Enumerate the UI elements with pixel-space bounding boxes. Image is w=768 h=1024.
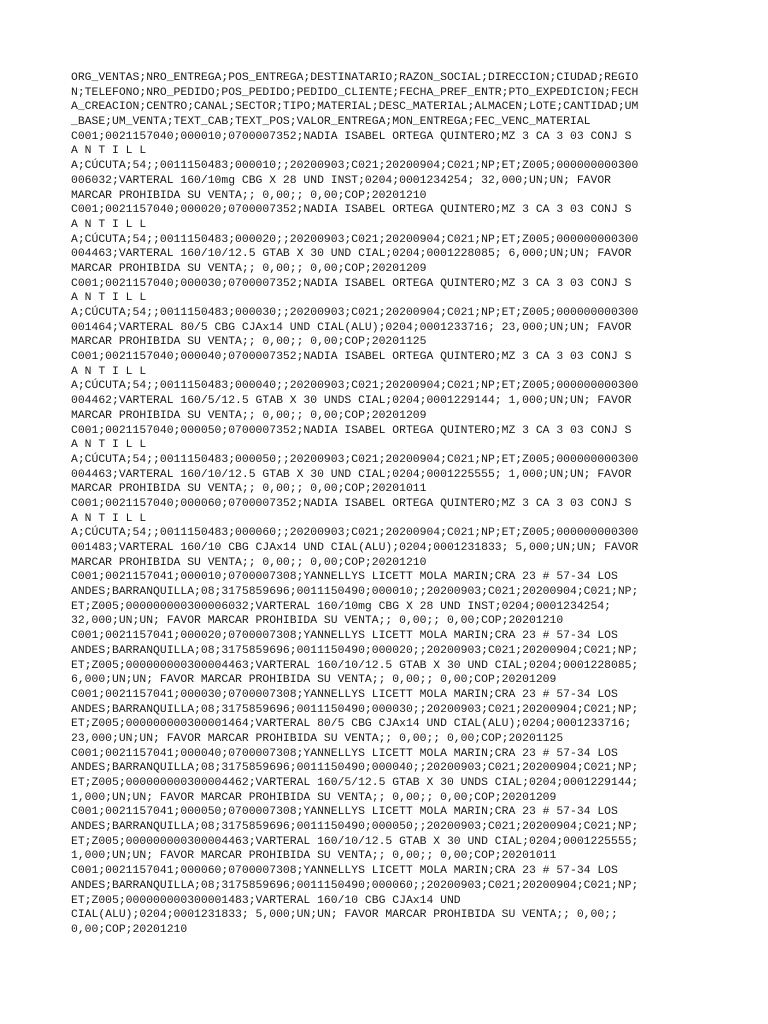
text-line: C001;0021157041;000050;0700007308;YANNELLYS LICETT MOLA MARIN;CRA 23 # 57-34 LOS bbox=[71, 806, 618, 819]
text-line: A;CÚCUTA;54;;0011150483;000060;;20200903;C021;20200904;C021;NP;ET;Z005;000000000300 bbox=[71, 527, 639, 540]
text-line: 6,000;UN;UN; FAVOR MARCAR PROHIBIDA SU VENTA;; 0,00;; 0,00;COP;20201209 bbox=[71, 674, 557, 687]
text-line: A N T I L L bbox=[71, 292, 147, 305]
text-line: C001;0021157040;000060;0700007352;NADIA ISABEL ORTEGA QUINTERO;MZ 3 CA 3 03 CONJ S bbox=[71, 497, 632, 510]
text-line: C001;0021157041;000030;0700007308;YANNELLYS LICETT MOLA MARIN;CRA 23 # 57-34 LOS bbox=[71, 688, 618, 701]
text-line: ANDES;BARRANQUILLA;08;3175859696;0011150490;000060;;20200903;C021;20200904;C021;NP; bbox=[71, 879, 639, 892]
text-line: 32,000;UN;UN; FAVOR MARCAR PROHIBIDA SU VENTA;; 0,00;; 0,00;COP;20201210 bbox=[71, 615, 564, 628]
text-line: C001;0021157040;000010;0700007352;NADIA ISABEL ORTEGA QUINTERO;MZ 3 CA 3 03 CONJ S bbox=[71, 130, 632, 143]
text-line: ET;Z005;000000000300001483;VARTERAL 160/10 CBG CJAx14 UND bbox=[71, 894, 461, 907]
text-line: A;CÚCUTA;54;;0011150483;000030;;20200903;C021;20200904;C021;NP;ET;Z005;000000000300 bbox=[71, 307, 639, 319]
text-line: 0,00;COP;20201210 bbox=[71, 923, 188, 936]
text-line: A_CREACION;CENTRO;CANAL;SECTOR;TIPO;MATERIAL;DESC_MATERIAL;ALMACEN;LOTE;CANTIDAD;UM bbox=[71, 101, 639, 114]
text-line: ET;Z005;000000000300001464;VARTERAL 80/5 CBG CJAx14 UND CIAL(ALU);0204;0001233716; bbox=[71, 718, 632, 731]
text-line: A N T I L L bbox=[71, 439, 147, 452]
text-line: ET;Z005;000000000300004463;VARTERAL 160/10/12.5 GTAB X 30 UND CIAL;0204;0001225555; bbox=[71, 835, 639, 848]
text-line: A N T I L L bbox=[71, 365, 147, 378]
text-line: ANDES;BARRANQUILLA;08;3175859696;0011150490;000040;;20200903;C021;20200904;C021;NP; bbox=[71, 762, 639, 775]
text-line: A;CÚCUTA;54;;0011150483;000040;;20200903;C021;20200904;C021;NP;ET;Z005;000000000300 bbox=[71, 380, 639, 393]
text-line: N;TELEFONO;NRO_PEDIDO;POS_PEDIDO;PEDIDO_CLIENTE;FECHA_PREF_ENTR;PTO_EXPEDICION;FECH bbox=[71, 86, 639, 99]
text-line: C001;0021157041;000010;0700007308;YANNELLYS LICETT MOLA MARIN;CRA 23 # 57-34 LOS bbox=[71, 571, 618, 584]
document-page bbox=[71, 71, 703, 938]
text-line: ET;Z005;000000000300006032;VARTERAL 160/10mg CBG X 28 UND INST;0204;0001234254; bbox=[71, 600, 612, 613]
text-line: MARCAR PROHIBIDA SU VENTA;; 0,00;; 0,00;COP;20201209 bbox=[71, 262, 427, 275]
text-line: A N T I L L bbox=[71, 218, 147, 231]
text-line: MARCAR PROHIBIDA SU VENTA;; 0,00;; 0,00;COP;20201209 bbox=[71, 409, 427, 422]
text-line: 1,000;UN;UN; FAVOR MARCAR PROHIBIDA SU VENTA;; 0,00;; 0,00;COP;20201209 bbox=[71, 791, 557, 804]
text-line: C001;0021157041;000040;0700007308;YANNELLYS LICETT MOLA MARIN;CRA 23 # 57-34 LOS bbox=[71, 747, 618, 760]
text-line: A;CÚCUTA;54;;0011150483;000010;;20200903;C021;20200904;C021;NP;ET;Z005;000000000300 bbox=[71, 160, 639, 173]
text-line: ET;Z005;000000000300004463;VARTERAL 160/10/12.5 GTAB X 30 UND CIAL;0204;0001228085; bbox=[71, 659, 639, 672]
text-line: 004463;VARTERAL 160/10/12.5 GTAB X 30 UND CIAL;0204;0001228085; 6,000;UN;UN; FAVOR bbox=[71, 248, 632, 261]
text-line: C001;0021157040;000040;0700007352;NADIA ISABEL ORTEGA QUINTERO;MZ 3 CA 3 03 CONJ S bbox=[71, 351, 632, 364]
text-line: A;CÚCUTA;54;;0011150483;000020;;20200903;C021;20200904;C021;NP;ET;Z005;000000000300 bbox=[71, 233, 639, 246]
text-line: MARCAR PROHIBIDA SU VENTA;; 0,00;; 0,00;COP;20201011 bbox=[71, 483, 427, 496]
document-text bbox=[71, 71, 703, 938]
text-line: CIAL(ALU);0204;0001231833; 5,000;UN;UN; FAVOR MARCAR PROHIBIDA SU VENTA;; 0,00;; bbox=[71, 909, 618, 922]
text-line: 006032;VARTERAL 160/10mg CBG X 28 UND INST;0204;0001234254; 32,000;UN;UN; FAVOR bbox=[71, 174, 612, 187]
text-line: ET;Z005;000000000300004462;VARTERAL 160/5/12.5 GTAB X 30 UNDS CIAL;0204;0001229144; bbox=[71, 777, 639, 789]
text-line: ANDES;BARRANQUILLA;08;3175859696;0011150490;000020;;20200903;C021;20200904;C021;NP; bbox=[71, 644, 639, 657]
text-line: C001;0021157040;000030;0700007352;NADIA ISABEL ORTEGA QUINTERO;MZ 3 CA 3 03 CONJ S bbox=[71, 277, 632, 290]
text-line: 001483;VARTERAL 160/10 CBG CJAx14 UND CIAL(ALU);0204;0001231833; 5,000;UN;UN; FAVOR bbox=[71, 542, 639, 554]
text-line: ORG_VENTAS;NRO_ENTREGA;POS_ENTREGA;DESTINATARIO;RAZON_SOCIAL;DIRECCION;CIUDAD;REGIO bbox=[71, 72, 639, 84]
text-line: 004462;VARTERAL 160/5/12.5 GTAB X 30 UNDS CIAL;0204;0001229144; 1,000;UN;UN; FAVOR bbox=[71, 395, 632, 408]
text-line: A N T I L L bbox=[71, 145, 147, 158]
text-line: 1,000;UN;UN; FAVOR MARCAR PROHIBIDA SU VENTA;; 0,00;; 0,00;COP;20201011 bbox=[71, 850, 557, 863]
text-line: ANDES;BARRANQUILLA;08;3175859696;0011150490;000010;;20200903;C021;20200904;C021;NP; bbox=[71, 586, 639, 599]
text-line: C001;0021157041;000020;0700007308;YANNELLYS LICETT MOLA MARIN;CRA 23 # 57-34 LOS bbox=[71, 630, 618, 643]
text-line: ANDES;BARRANQUILLA;08;3175859696;0011150490;000050;;20200903;C021;20200904;C021;NP; bbox=[71, 821, 639, 834]
text-line: MARCAR PROHIBIDA SU VENTA;; 0,00;; 0,00;COP;20201210 bbox=[71, 189, 427, 202]
text-line: 001464;VARTERAL 80/5 CBG CJAx14 UND CIAL(ALU);0204;0001233716; 23,000;UN;UN; FAVOR bbox=[71, 321, 632, 334]
text-line: MARCAR PROHIBIDA SU VENTA;; 0,00;; 0,00;COP;20201125 bbox=[71, 336, 427, 349]
text-line: _BASE;UM_VENTA;TEXT_CAB;TEXT_POS;VALOR_ENTREGA;MON_ENTREGA;FEC_VENC_MATERIAL bbox=[71, 116, 591, 129]
text-line: A;CÚCUTA;54;;0011150483;000050;;20200903;C021;20200904;C021;NP;ET;Z005;000000000300 bbox=[71, 453, 639, 466]
text-line: 004463;VARTERAL 160/10/12.5 GTAB X 30 UND CIAL;0204;0001225555; 1,000;UN;UN; FAVOR bbox=[71, 468, 632, 481]
text-line: 23,000;UN;UN; FAVOR MARCAR PROHIBIDA SU VENTA;; 0,00;; 0,00;COP;20201125 bbox=[71, 732, 564, 745]
text-line: C001;0021157040;000020;0700007352;NADIA ISABEL ORTEGA QUINTERO;MZ 3 CA 3 03 CONJ S bbox=[71, 204, 632, 217]
text-line: ANDES;BARRANQUILLA;08;3175859696;0011150490;000030;;20200903;C021;20200904;C021;NP; bbox=[71, 703, 639, 716]
text-line: MARCAR PROHIBIDA SU VENTA;; 0,00;; 0,00;COP;20201210 bbox=[71, 556, 427, 569]
text-line: A N T I L L bbox=[71, 512, 147, 525]
text-line: C001;0021157040;000050;0700007352;NADIA ISABEL ORTEGA QUINTERO;MZ 3 CA 3 03 CONJ S bbox=[71, 424, 632, 437]
text-line: C001;0021157041;000060;0700007308;YANNELLYS LICETT MOLA MARIN;CRA 23 # 57-34 LOS bbox=[71, 865, 618, 878]
